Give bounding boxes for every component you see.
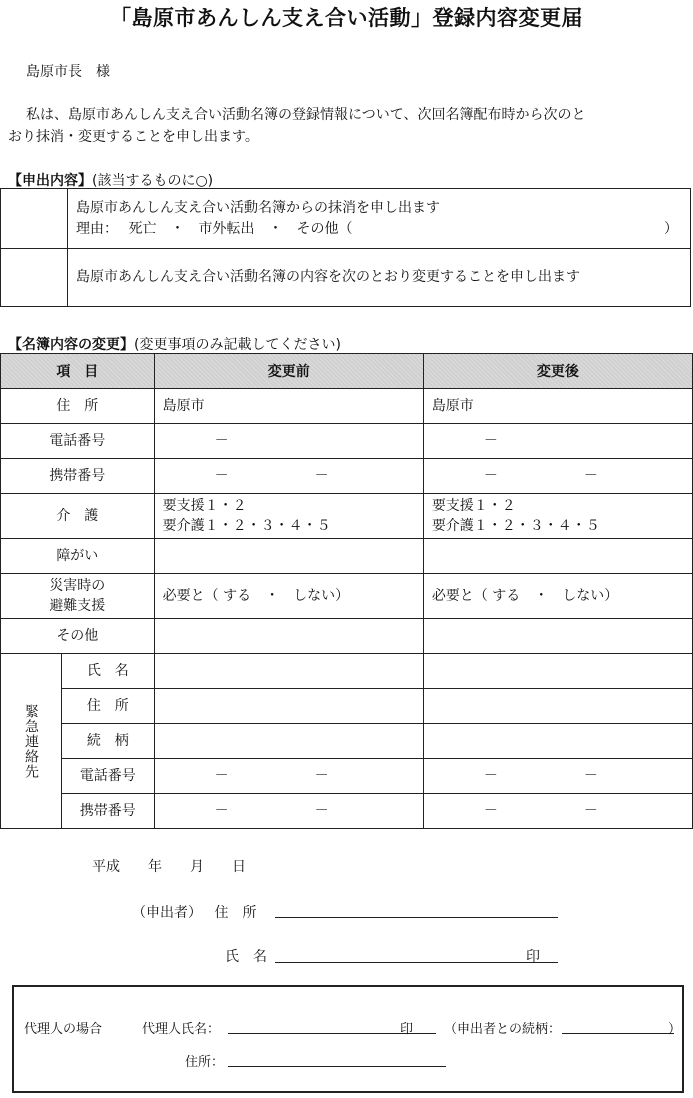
dash: － xyxy=(314,768,329,784)
address-after[interactable]: 島原市 xyxy=(423,389,692,424)
emergency-phone-after[interactable] xyxy=(423,759,692,794)
dash: － xyxy=(214,468,229,484)
option1-reason-line xyxy=(76,219,682,240)
dash: － xyxy=(214,433,229,449)
proxy-name-label: 代理人氏名： xyxy=(142,1022,221,1037)
emergency-name-after[interactable] xyxy=(423,654,692,689)
header-before: 変更前 xyxy=(154,354,423,389)
intro-line-2: おり抹消・変更することを申し出ます。 xyxy=(8,129,259,145)
proxy-seal: 印 xyxy=(400,1022,414,1037)
emergency-name-before[interactable] xyxy=(154,654,423,689)
reason-choices: 死亡 ・ 市外転出 ・ その他（ xyxy=(128,220,353,237)
option1-check-cell[interactable] xyxy=(1,189,68,249)
dash: － xyxy=(583,803,598,819)
date-line[interactable]: 平成 年 月 日 xyxy=(92,859,246,875)
applicant-heading: 【申出内容】 xyxy=(8,173,92,189)
row-label-other: その他 xyxy=(1,619,155,654)
phone-before[interactable] xyxy=(154,424,423,459)
row-label-care: 介 護 xyxy=(1,494,155,539)
care-before[interactable] xyxy=(154,494,423,539)
reason-label: 理由： xyxy=(76,220,118,237)
proxy-relation-field[interactable] xyxy=(562,1033,674,1034)
care-after-line1: 要支援１・２ xyxy=(431,498,516,514)
applicant-label: （申出者） xyxy=(132,905,202,921)
care-after-line2: 要介護１・２・３・４・５ xyxy=(431,518,600,534)
proxy-relation-close: ） xyxy=(668,1022,682,1037)
proxy-box xyxy=(12,985,684,1093)
registry-note: (変更事項のみ記載してください) xyxy=(134,337,341,353)
emergency-contact-label: 緊急連絡先 xyxy=(23,703,39,779)
evac-label-line1: 災害時の xyxy=(49,578,106,594)
care-before-line1: 要支援１・２ xyxy=(162,498,247,514)
proxy-address-field[interactable] xyxy=(228,1066,446,1067)
row-label-emergency-name: 氏 名 xyxy=(62,654,155,689)
other-before[interactable] xyxy=(154,619,423,654)
applicant-section-heading xyxy=(8,170,213,190)
row-label-phone: 電話番号 xyxy=(1,424,155,459)
header-after: 変更後 xyxy=(423,354,692,389)
disability-before[interactable] xyxy=(154,539,423,574)
dash: － xyxy=(483,468,498,484)
emergency-relation-before[interactable] xyxy=(154,724,423,759)
option2-check-cell[interactable] xyxy=(1,249,68,307)
applicant-name-label: 氏 名 xyxy=(225,949,267,965)
dash: － xyxy=(583,468,598,484)
proxy-relation-label: （申出者との続柄： xyxy=(444,1022,562,1037)
applicant-address-field[interactable] xyxy=(275,917,558,918)
evacuation-before[interactable]: 必要と（ する ・ しない） xyxy=(154,574,423,619)
option1-text-cell xyxy=(68,189,691,249)
dash: － xyxy=(214,768,229,784)
reason-close-paren: ） xyxy=(664,220,678,237)
registry-section-heading xyxy=(8,334,341,354)
applicant-note: (該当するものに○) xyxy=(92,173,214,189)
dash: － xyxy=(214,803,229,819)
emergency-address-after[interactable] xyxy=(423,689,692,724)
care-after[interactable] xyxy=(423,494,692,539)
emergency-relation-after[interactable] xyxy=(423,724,692,759)
applicant-address-line xyxy=(132,902,256,922)
row-label-disability: 障がい xyxy=(1,539,155,574)
applicant-address-label: 住 所 xyxy=(214,905,257,921)
mobile-before[interactable] xyxy=(154,459,423,494)
dash: － xyxy=(314,468,329,484)
evacuation-after[interactable]: 必要と（ する ・ しない） xyxy=(423,574,692,619)
evac-label-line2: 避難支援 xyxy=(49,598,106,614)
applicant-content-table xyxy=(0,188,691,307)
row-label-address: 住 所 xyxy=(1,389,155,424)
row-label-emergency-address: 住 所 xyxy=(62,689,155,724)
row-label-emergency-phone: 電話番号 xyxy=(62,759,155,794)
row-label-emergency-mobile: 携帯番号 xyxy=(62,794,155,829)
form-title: 「島原市あんしん支え合い活動」登録内容変更届 xyxy=(110,6,583,30)
registry-heading: 【名簿内容の変更】 xyxy=(8,337,134,353)
option2-text: 島原市あんしん支え合い活動名簿の内容を次のとおり変更することを申し出ます xyxy=(68,249,691,307)
addressee: 島原市長 様 xyxy=(26,64,110,80)
row-label-emergency-relation: 続 柄 xyxy=(62,724,155,759)
row-label-evacuation xyxy=(1,574,155,619)
intro-line-1: 私は、島原市あんしん支え合い活動名簿の登録情報について、次回名簿配布時から次のと xyxy=(26,107,586,123)
applicant-name-field[interactable] xyxy=(275,962,558,963)
dash: － xyxy=(483,803,498,819)
dash: － xyxy=(483,433,498,449)
emergency-mobile-after[interactable] xyxy=(423,794,692,829)
header-item: 項 目 xyxy=(1,354,155,389)
disability-after[interactable] xyxy=(423,539,692,574)
emergency-mobile-before[interactable] xyxy=(154,794,423,829)
applicant-seal: 印 xyxy=(526,949,540,965)
emergency-contact-group xyxy=(1,654,62,829)
other-after[interactable] xyxy=(423,619,692,654)
option1-line1: 島原市あんしん支え合い活動名簿からの抹消を申し出ます xyxy=(76,199,440,216)
dash: － xyxy=(314,803,329,819)
dash: － xyxy=(483,768,498,784)
proxy-address-label: 住所： xyxy=(185,1055,225,1070)
care-before-line2: 要介護１・２・３・４・５ xyxy=(162,518,331,534)
emergency-address-before[interactable] xyxy=(154,689,423,724)
proxy-case-label: 代理人の場合 xyxy=(24,1022,103,1037)
phone-after[interactable] xyxy=(423,424,692,459)
mobile-after[interactable] xyxy=(423,459,692,494)
address-before[interactable]: 島原市 xyxy=(154,389,423,424)
dash: － xyxy=(583,768,598,784)
emergency-phone-before[interactable] xyxy=(154,759,423,794)
row-label-mobile: 携帯番号 xyxy=(1,459,155,494)
registry-change-table xyxy=(0,353,693,829)
